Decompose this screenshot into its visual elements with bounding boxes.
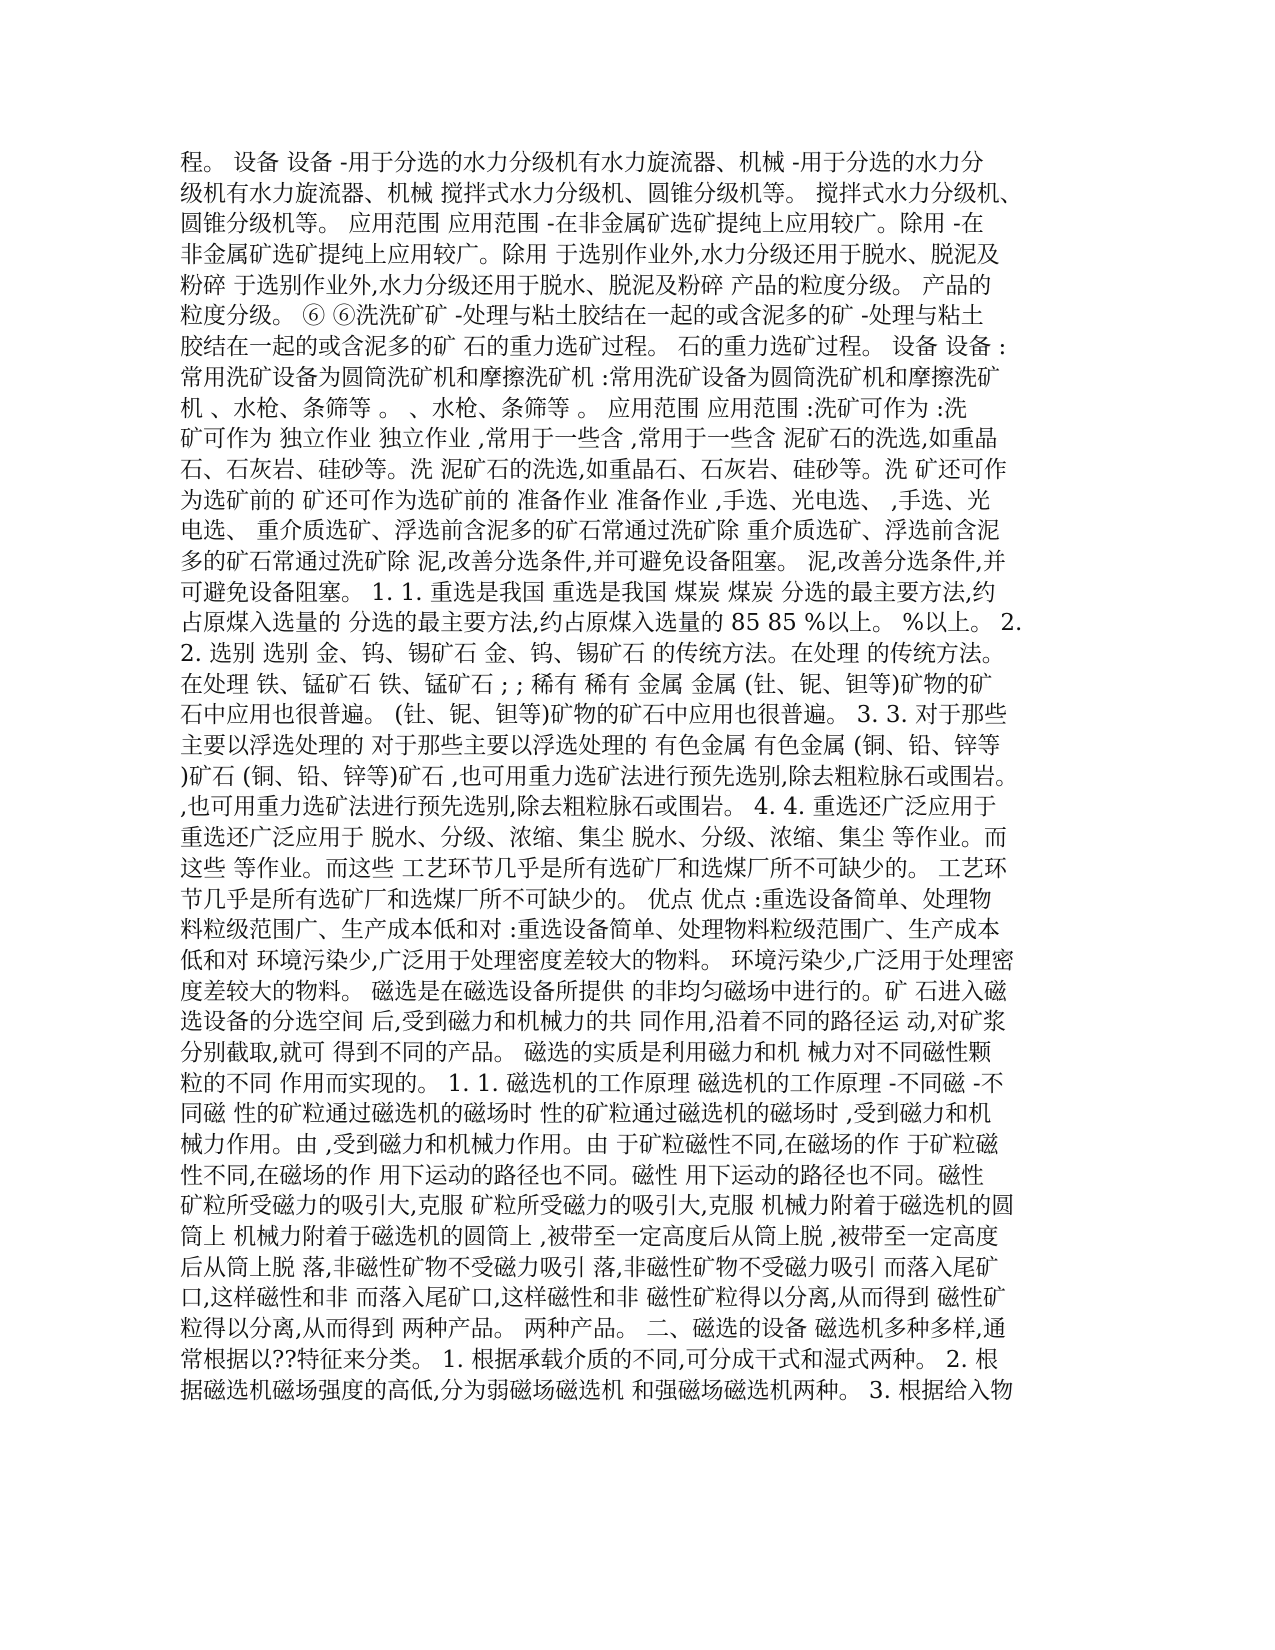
text-line: 粒得以分离,从而得到 两种产品。 两种产品。 二、磁选的设备 磁选机多种多样,通	[180, 1316, 1006, 1343]
text-line: 矿粒所受磁力的吸引大,克服 矿粒所受磁力的吸引大,克服 机械力附着于磁选机的圆	[180, 1193, 1015, 1220]
text-line: 分别截取,就可 得到不同的产品。 磁选的实质是利用磁力和机 械力对不同磁性颗	[180, 1039, 992, 1066]
text-line: 粉碎 于选别作业外,水力分级还用于脱水、脱泥及粉碎 产品的粒度分级。 产品的	[180, 272, 992, 299]
text-line: )矿石 (铜、铅、锌等)矿石 ,也可用重力选矿法进行预先选别,除去粗粒脉石或围岩。	[180, 763, 1019, 790]
text-line: 重选还广泛应用于 脱水、分级、浓缩、集尘 脱水、分级、浓缩、集尘 等作业。而	[180, 825, 1007, 852]
body-text	[180, 148, 1100, 1406]
text-line: 粒的不同 作用而实现的。 1. 1. 磁选机的工作原理 磁选机的工作原理 -不同磁 -不	[180, 1070, 1004, 1097]
text-line: 据磁选机磁场强度的高低,分为弱磁场磁选机 和强磁场磁选机两种。 3. 根据给入物	[180, 1377, 1014, 1404]
text-line: 度差较大的物料。 磁选是在磁选设备所提供 的非均匀磁场中进行的。矿 石进入磁	[180, 978, 1007, 1005]
text-line: 低和对 环境污染少,广泛用于处理密度差较大的物料。 环境污染少,广泛用于处理密	[180, 947, 1015, 974]
text-line: 械力作用。由 ,受到磁力和机械力作用。由 于矿粒磁性不同,在磁场的作 于矿粒磁	[180, 1132, 999, 1158]
text-line: 石、石灰岩、硅砂等。洗 泥矿石的洗选,如重晶石、石灰岩、硅砂等。洗 矿还可作	[180, 456, 1007, 483]
text-line: 同磁 性的矿粒通过磁选机的磁场时 性的矿粒通过磁选机的磁场时 ,受到磁力和机	[180, 1101, 992, 1128]
text-line: 级机有水力旋流器、机械 搅拌式水力分级机、圆锥分级机等。 搅拌式水力分级机、	[180, 180, 1023, 207]
text-line: 占原煤入选量的 分选的最主要方法,约占原煤入选量的 85 85 %以上。 %以上。 2.	[180, 610, 1023, 637]
text-line: 程。 设备 设备 -用于分选的水力分级机有水力旋流器、机械 -用于分选的水力分	[180, 150, 984, 176]
text-line: 圆锥分级机等。 应用范围 应用范围 -在非金属矿选矿提纯上应用较广。除用 -在	[180, 211, 984, 238]
text-line: 多的矿石常通过洗矿除 泥,改善分选条件,并可避免设备阻塞。 泥,改善分选条件,并	[180, 548, 1006, 575]
text-line: 后从筒上脱 落,非磁性矿物不受磁力吸引 落,非磁性矿物不受磁力吸引 而落入尾矿	[180, 1254, 999, 1281]
text-line: 2. 选别 选别 金、钨、锡矿石 金、钨、锡矿石 的传统方法。在处理 的传统方法。	[180, 641, 1005, 667]
text-line: 主要以浮选处理的 对于那些主要以浮选处理的 有色金属 有色金属 (铜、铅、锌等	[180, 733, 1001, 760]
text-line: 在处理 铁、锰矿石 铁、锰矿石 ; ; 稀有 稀有 金属 金属 (钍、铌、钽等)矿物的矿	[180, 671, 993, 698]
text-line: 筒上 机械力附着于磁选机的圆筒上 ,被带至一定高度后从筒上脱 ,被带至一定高度	[180, 1224, 999, 1251]
text-line: 口,这样磁性和非 而落入尾矿口,这样磁性和非 磁性矿粒得以分离,从而得到 磁性矿	[180, 1285, 1006, 1312]
text-line: 机 、水枪、条筛等 。 、水枪、条筛等 。 应用范围 应用范围 :洗矿可作为 :洗	[180, 395, 967, 422]
text-line: 这些 等作业。而这些 工艺环节几乎是所有选矿厂和选煤厂所不可缺少的。 工艺环	[180, 855, 1007, 882]
text-line: 为选矿前的 矿还可作为选矿前的 准备作业 准备作业 ,手选、光电选、 ,手选、光	[180, 487, 991, 514]
text-line: 性不同,在磁场的作 用下运动的路径也不同。磁性 用下运动的路径也不同。磁性	[180, 1162, 984, 1189]
text-line: 料粒级范围广、生产成本低和对 :重选设备简单、处理物料粒级范围广、生产成本	[180, 917, 1001, 944]
text-line: 节几乎是所有选矿厂和选煤厂所不可缺少的。 优点 优点 :重选设备简单、处理物	[180, 886, 992, 913]
text-line: 非金属矿选矿提纯上应用较广。除用 于选别作业外,水力分级还用于脱水、脱泥及	[180, 242, 1000, 269]
text-line: ,也可用重力选矿法进行预先选别,除去粗粒脉石或围岩。 4. 4. 重选还广泛应用于	[180, 794, 997, 821]
text-line: 矿可作为 独立作业 独立作业 ,常用于一些含 ,常用于一些含 泥矿石的洗选,如重晶	[180, 426, 998, 453]
text-line: 粒度分级。 ⑥ ⑥洗洗矿矿 -处理与粘土胶结在一起的或含泥多的矿 -处理与粘土	[180, 303, 984, 330]
text-line: 常根据以??特征来分类。 1. 根据承载介质的不同,可分成干式和湿式两种。 2. 根	[180, 1346, 999, 1373]
text-line: 电选、 重介质选矿、浮选前含泥多的矿石常通过洗矿除 重介质选矿、浮选前含泥	[180, 518, 1000, 545]
text-line: 胶结在一起的或含泥多的矿 石的重力选矿过程。 石的重力选矿过程。 设备 设备 :	[180, 334, 1007, 361]
text-line: 常用洗矿设备为圆筒洗矿机和摩擦洗矿机 :常用洗矿设备为圆筒洗矿机和摩擦洗矿	[180, 364, 1001, 391]
text-line: 选设备的分选空间 后,受到磁力和机械力的共 同作用,沿着不同的路径运 动,对矿浆	[180, 1009, 1006, 1036]
text-line: 石中应用也很普遍。 (钍、铌、钽等)矿物的矿石中应用也很普遍。 3. 3. 对于那些	[180, 702, 1008, 729]
text-line: 可避免设备阻塞。 1. 1. 重选是我国 重选是我国 煤炭 煤炭 分选的最主要方法,约	[180, 579, 996, 606]
